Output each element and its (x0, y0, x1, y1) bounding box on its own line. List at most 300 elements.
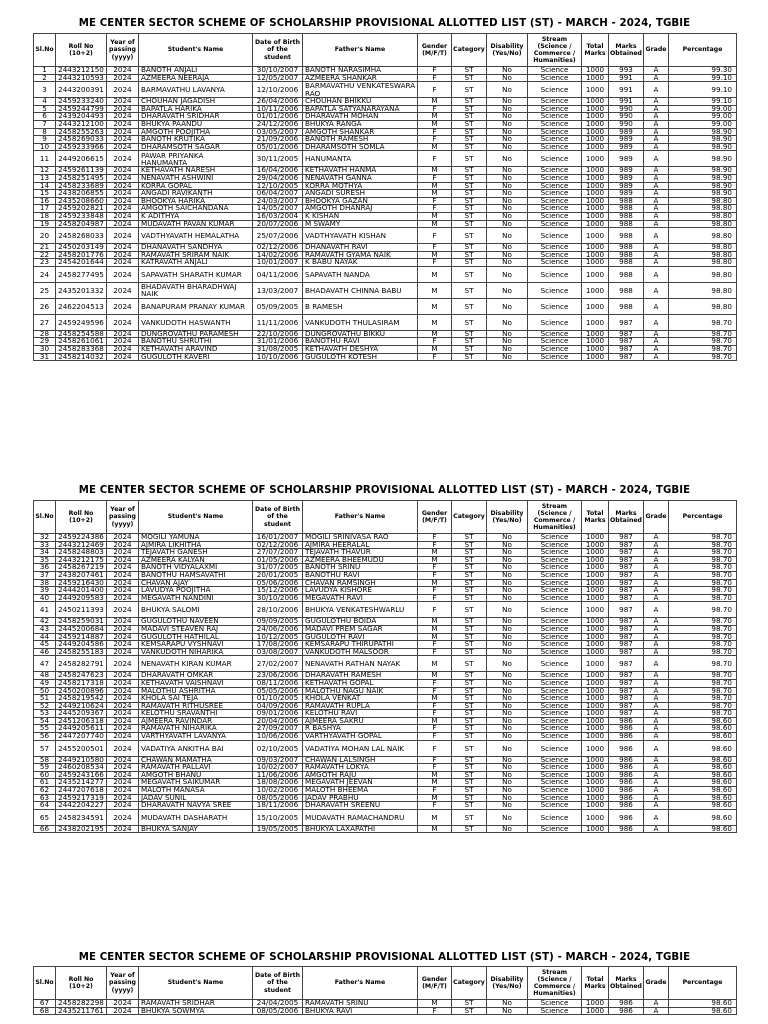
table-cell: 1000 (582, 787, 609, 795)
column-header: Marks Obtained (609, 34, 644, 67)
table-cell: 2459224386 (56, 534, 107, 542)
table-cell: 4 (34, 98, 56, 106)
table-cell: No (487, 1007, 528, 1015)
column-header: Father's Name (303, 501, 418, 534)
table-cell: BHUKYA RAVI (303, 1007, 418, 1015)
table-cell: 2024 (107, 105, 139, 113)
table-cell: 986 (609, 764, 644, 772)
table-cell: 987 (609, 346, 644, 354)
table-cell: M (418, 251, 452, 259)
table-cell: A (644, 594, 669, 602)
table-cell: MEGAVATH RAVI (303, 594, 418, 602)
table-cell: 98.80 (669, 298, 737, 314)
column-header: Marks Obtained (609, 501, 644, 534)
table-cell: Science (528, 695, 582, 703)
table-cell: 98.80 (669, 251, 737, 259)
table-cell: 986 (609, 733, 644, 741)
table-row (34, 549, 737, 557)
table-cell: 2024 (107, 618, 139, 626)
table-cell: ST (452, 756, 487, 764)
table-cell: CHOUHAN BHIKKU (303, 98, 418, 106)
table-cell: M (418, 113, 452, 121)
table-cell: 986 (609, 787, 644, 795)
table-cell: 98.70 (669, 353, 737, 361)
table-cell: 1000 (582, 282, 609, 298)
table-cell: 2024 (107, 556, 139, 564)
table-cell: A (644, 1000, 669, 1008)
table-cell: AMGOTH SAICHANDANA (139, 205, 253, 213)
table-cell: 98.70 (669, 656, 737, 672)
table-cell: PAWAR PRIYANKA HANUMANTA (139, 151, 253, 167)
table-cell: ST (452, 717, 487, 725)
table-cell: 14/02/2006 (253, 251, 303, 259)
table-cell: 10/02/2006 (253, 787, 303, 795)
table-cell: 2458282298 (56, 1000, 107, 1008)
column-header: Roll No (10+2) (56, 501, 107, 534)
table-cell: ST (452, 564, 487, 572)
table-cell: 99.00 (669, 105, 737, 113)
table-cell: Science (528, 212, 582, 220)
table-cell: ST (452, 128, 487, 136)
table-cell: 13 (34, 174, 56, 182)
table-cell: 05/01/2006 (253, 143, 303, 151)
table-cell: Science (528, 740, 582, 756)
table-cell: 64 (34, 802, 56, 810)
table-cell: RAMAVATH SRIDHAR (139, 1000, 253, 1008)
table-cell: F (418, 244, 452, 252)
table-cell: 2443212175 (56, 556, 107, 564)
table-cell: BANOTH NARASIMHA (303, 67, 418, 75)
table-cell: 988 (609, 259, 644, 267)
table-row (34, 151, 737, 167)
table-cell: F (418, 587, 452, 595)
table-cell: 2024 (107, 802, 139, 810)
table-row (34, 695, 737, 703)
table-cell: 2024 (107, 740, 139, 756)
table-cell: 1000 (582, 648, 609, 656)
table-cell: ST (452, 244, 487, 252)
table-cell: 7 (34, 120, 56, 128)
list-section-2 (33, 482, 736, 833)
table-cell: 2458268033 (56, 228, 107, 244)
table-cell: ST (452, 120, 487, 128)
table-cell: A (644, 244, 669, 252)
table-cell: M (418, 549, 452, 557)
table-cell: 2024 (107, 725, 139, 733)
table-cell: 1000 (582, 113, 609, 121)
table-cell: No (487, 205, 528, 213)
table-cell: Science (528, 687, 582, 695)
table-cell: GUGULOTHU NAVEEN (139, 618, 253, 626)
table-cell: A (644, 825, 669, 833)
table-cell: M (418, 314, 452, 330)
table-row (34, 764, 737, 772)
table-cell: No (487, 602, 528, 618)
table-cell: Science (528, 825, 582, 833)
table-row (34, 338, 737, 346)
table-cell: 1000 (582, 205, 609, 213)
table-cell: Science (528, 353, 582, 361)
table-cell: AZMEERA NEERAJA (139, 74, 253, 82)
table-cell: 2459202821 (56, 205, 107, 213)
table-body (34, 1000, 737, 1015)
table-cell: 1000 (582, 1000, 609, 1008)
table-cell: 988 (609, 282, 644, 298)
table-cell: A (644, 779, 669, 787)
table-cell: 29/04/2006 (253, 174, 303, 182)
table-cell: No (487, 182, 528, 190)
table-cell: 2458217318 (56, 679, 107, 687)
table-cell: ST (452, 764, 487, 772)
table-cell: Science (528, 641, 582, 649)
table-cell: Science (528, 314, 582, 330)
table-cell: CHAWAN MAMATHA (139, 756, 253, 764)
table-cell: ST (452, 220, 487, 228)
table-cell: 10 (34, 143, 56, 151)
table-cell: A (644, 809, 669, 825)
table-cell: BANAPURAM PRANAY KUMAR (139, 298, 253, 314)
table-cell: NENAVATH RATHAN NAYAK (303, 656, 418, 672)
table-cell: Science (528, 656, 582, 672)
table-cell: Science (528, 143, 582, 151)
table-cell: 98.60 (669, 1007, 737, 1015)
table-cell: 98.70 (669, 579, 737, 587)
column-header: Percentage (669, 34, 737, 67)
table-cell: 1000 (582, 679, 609, 687)
table-cell: No (487, 534, 528, 542)
table-cell: 19 (34, 220, 56, 228)
table-cell: 1000 (582, 602, 609, 618)
table-cell: KETHAVATH GOPAL (303, 679, 418, 687)
table-cell: 98.70 (669, 633, 737, 641)
table-cell: 98.70 (669, 556, 737, 564)
table-cell: RAMAVATH PALLAVI (139, 764, 253, 772)
table-cell: Science (528, 556, 582, 564)
table-cell: 98.70 (669, 679, 737, 687)
table-cell: 16/03/2004 (253, 212, 303, 220)
table-cell: 2024 (107, 587, 139, 595)
table-cell: TEJAVATH GANESH (139, 549, 253, 557)
table-cell: F (418, 541, 452, 549)
table-cell: 2024 (107, 679, 139, 687)
table-cell: 23/06/2006 (253, 672, 303, 680)
table-cell: BANOTH ANJALI (139, 67, 253, 75)
table-row (34, 314, 737, 330)
table-cell: 2024 (107, 564, 139, 572)
table-cell: ST (452, 656, 487, 672)
table-cell: LAVUDYA POOJITHA (139, 587, 253, 595)
table-cell: 1000 (582, 564, 609, 572)
table-cell: 1000 (582, 633, 609, 641)
table-cell: ST (452, 809, 487, 825)
column-header: Gender (M/F/T) (418, 34, 452, 67)
table-cell: 2024 (107, 648, 139, 656)
table-cell: A (644, 174, 669, 182)
table-cell: 31/08/2005 (253, 346, 303, 354)
table-cell: 2438206855 (56, 190, 107, 198)
table-cell: Science (528, 794, 582, 802)
table-cell: 08/05/2006 (253, 794, 303, 802)
table-cell: 10/12/2005 (253, 633, 303, 641)
table-cell: 2458251495 (56, 174, 107, 182)
table-cell: Science (528, 648, 582, 656)
table-cell: 10/02/2007 (253, 764, 303, 772)
table-cell: 2024 (107, 120, 139, 128)
table-cell: 22 (34, 251, 56, 259)
table-cell: BANOTHU RAVI (303, 571, 418, 579)
table-cell: Science (528, 756, 582, 764)
table-cell: M (418, 656, 452, 672)
table-row (34, 825, 737, 833)
column-header: Marks Obtained (609, 967, 644, 1000)
table-cell: GUGULOTH RAVI (303, 633, 418, 641)
table-cell: ST (452, 648, 487, 656)
table-cell: 8 (34, 128, 56, 136)
table-cell: 02/10/2005 (253, 740, 303, 756)
table-cell: A (644, 710, 669, 718)
table-cell: 986 (609, 1000, 644, 1008)
table-cell: 987 (609, 314, 644, 330)
table-row (34, 771, 737, 779)
table-cell: 03/08/2007 (253, 648, 303, 656)
table-cell: 2024 (107, 228, 139, 244)
table-cell: ST (452, 571, 487, 579)
table-row (34, 633, 737, 641)
table-cell: No (487, 143, 528, 151)
table-cell: 987 (609, 648, 644, 656)
table-cell: 15/10/2005 (253, 809, 303, 825)
table-cell: BHUKYA SALOMI (139, 602, 253, 618)
table-cell: 98.60 (669, 794, 737, 802)
scholarship-table (33, 500, 737, 833)
table-cell: No (487, 756, 528, 764)
table-cell: BHADAVATH BHARADHWAJ NAIK (139, 282, 253, 298)
table-cell: A (644, 282, 669, 298)
table-cell: 2024 (107, 98, 139, 106)
table-row (34, 120, 737, 128)
column-header: Sl.No (34, 967, 56, 1000)
table-cell: 98.60 (669, 809, 737, 825)
table-cell: 2024 (107, 549, 139, 557)
table-cell: 1000 (582, 197, 609, 205)
table-cell: 988 (609, 298, 644, 314)
table-cell: DHARAVATH OMKAR (139, 672, 253, 680)
table-cell: 2450203149 (56, 244, 107, 252)
table-cell: A (644, 74, 669, 82)
table-cell: 2454201644 (56, 259, 107, 267)
table-cell: DUNGROVATHU BIKKU (303, 330, 418, 338)
table-cell: F (418, 105, 452, 113)
table-row (34, 212, 737, 220)
table-cell: 2024 (107, 594, 139, 602)
table-cell: 01/10/2005 (253, 695, 303, 703)
table-cell: 17/08/2006 (253, 641, 303, 649)
table-body (34, 67, 737, 361)
table-cell: DUNGROVATHU PARAMESH (139, 330, 253, 338)
table-cell: M (418, 282, 452, 298)
table-cell: 987 (609, 656, 644, 672)
table-cell: No (487, 648, 528, 656)
table-row (34, 656, 737, 672)
table-cell: AMGOTH POOJITHA (139, 128, 253, 136)
table-cell: 34 (34, 549, 56, 557)
table-cell: 2449210580 (56, 756, 107, 764)
table-cell: 52 (34, 702, 56, 710)
table-cell: 1000 (582, 143, 609, 151)
table-cell: 09/09/2005 (253, 618, 303, 626)
table-cell: No (487, 98, 528, 106)
table-cell: MEGAVATH NANDINI (139, 594, 253, 602)
table-cell: HANUMANTA (303, 151, 418, 167)
column-header: Date of Birth of the student (253, 34, 303, 67)
table-cell: ST (452, 197, 487, 205)
table-cell: F (418, 1007, 452, 1015)
table-cell: 2024 (107, 717, 139, 725)
table-cell: 986 (609, 740, 644, 756)
table-row (34, 717, 737, 725)
table-cell: No (487, 353, 528, 361)
table-cell: A (644, 151, 669, 167)
table-cell: 1000 (582, 587, 609, 595)
table-row (34, 594, 737, 602)
table-cell: 98.60 (669, 1000, 737, 1008)
table-row (34, 725, 737, 733)
table-cell: F (418, 353, 452, 361)
table-cell: 53 (34, 710, 56, 718)
table-cell: 989 (609, 190, 644, 198)
table-cell: 1000 (582, 82, 609, 98)
table-cell: 987 (609, 695, 644, 703)
table-cell: RAMAVATH GYAMA NAIK (303, 251, 418, 259)
table-cell: DHARAVATH SRIDHAR (139, 113, 253, 121)
table-cell: Science (528, 190, 582, 198)
table-cell: 988 (609, 228, 644, 244)
table-cell: No (487, 167, 528, 175)
table-cell: 986 (609, 802, 644, 810)
column-header: Disability (Yes/No) (487, 967, 528, 1000)
table-cell: Science (528, 1007, 582, 1015)
table-cell: No (487, 298, 528, 314)
table-cell: 987 (609, 330, 644, 338)
table-cell: 2458267219 (56, 564, 107, 572)
table-cell: BARMAVATHU VENKATESWARA RAO (303, 82, 418, 98)
table-cell: A (644, 128, 669, 136)
table-cell: No (487, 136, 528, 144)
table-cell: A (644, 549, 669, 557)
table-row (34, 802, 737, 810)
table-cell: 1000 (582, 672, 609, 680)
table-cell: KETHAVATH DESHYA (303, 346, 418, 354)
table-cell: Science (528, 787, 582, 795)
table-cell: M (418, 556, 452, 564)
table-cell: 2460208534 (56, 764, 107, 772)
table-cell: KETHAVATH VAISHNAVI (139, 679, 253, 687)
table-cell: KATRAVATH ANJALI (139, 259, 253, 267)
table-cell: No (487, 541, 528, 549)
table-cell: A (644, 672, 669, 680)
table-cell: Science (528, 587, 582, 595)
table-cell: 988 (609, 212, 644, 220)
table-cell: K BABU NAYAK (303, 259, 418, 267)
table-cell: No (487, 105, 528, 113)
table-cell: No (487, 220, 528, 228)
table-cell: 986 (609, 725, 644, 733)
table-cell: F (418, 74, 452, 82)
table-cell: M (418, 298, 452, 314)
table-cell: 987 (609, 641, 644, 649)
table-cell: LAVUDYA KISHORE (303, 587, 418, 595)
table-cell: Science (528, 113, 582, 121)
table-cell: M (418, 779, 452, 787)
table-cell: 06/04/2007 (253, 190, 303, 198)
table-cell: 991 (609, 82, 644, 98)
table-cell: ST (452, 151, 487, 167)
table-cell: Science (528, 679, 582, 687)
table-cell: F (418, 67, 452, 75)
table-cell: 1000 (582, 182, 609, 190)
table-row (34, 143, 737, 151)
table-cell: K KISHAN (303, 212, 418, 220)
table-cell: NENAVATH ASHWINI (139, 174, 253, 182)
table-cell: Science (528, 67, 582, 75)
table-cell: 987 (609, 541, 644, 549)
table-cell: 24 (34, 266, 56, 282)
table-cell: 1000 (582, 771, 609, 779)
table-cell: AJMEERA RAVINDAR (139, 717, 253, 725)
table-cell: BANOTH RAMESH (303, 136, 418, 144)
table-cell: 1000 (582, 174, 609, 182)
table-cell: Science (528, 549, 582, 557)
table-cell: A (644, 330, 669, 338)
table-row (34, 105, 737, 113)
table-cell: 2024 (107, 205, 139, 213)
table-cell: 10/10/2006 (253, 353, 303, 361)
table-cell: 1000 (582, 625, 609, 633)
table-cell: 2024 (107, 353, 139, 361)
table-cell: No (487, 251, 528, 259)
table-row (34, 809, 737, 825)
table-cell: MUDAVATH PAVAN KUMAR (139, 220, 253, 228)
table-row (34, 174, 737, 182)
list-section-1 (33, 14, 736, 361)
table-cell: 05/06/2006 (253, 579, 303, 587)
table-cell: 1000 (582, 105, 609, 113)
table-cell: 988 (609, 205, 644, 213)
table-cell: No (487, 725, 528, 733)
table-cell: 2024 (107, 733, 139, 741)
table-cell: 49 (34, 679, 56, 687)
table-cell: 2438202195 (56, 825, 107, 833)
table-cell: ST (452, 802, 487, 810)
table-cell: 2458259031 (56, 618, 107, 626)
table-cell: 12 (34, 167, 56, 175)
table-cell: 1000 (582, 259, 609, 267)
table-cell: A (644, 136, 669, 144)
table-cell: 99.30 (669, 67, 737, 75)
table-cell: 18/08/2006 (253, 779, 303, 787)
table-cell: ST (452, 212, 487, 220)
table-cell: 08/05/2006 (253, 1007, 303, 1015)
table-cell: 1000 (582, 802, 609, 810)
table-cell: A (644, 641, 669, 649)
table-cell: 2445209367 (56, 710, 107, 718)
table-cell: F (418, 687, 452, 695)
column-header: Stream (Science / Commerce / Humanities) (528, 34, 582, 67)
table-cell: Science (528, 282, 582, 298)
table-cell: ANGADI SURESH (303, 190, 418, 198)
table-cell: BANOTH KRUTIKA (139, 136, 253, 144)
table-cell: ST (452, 259, 487, 267)
